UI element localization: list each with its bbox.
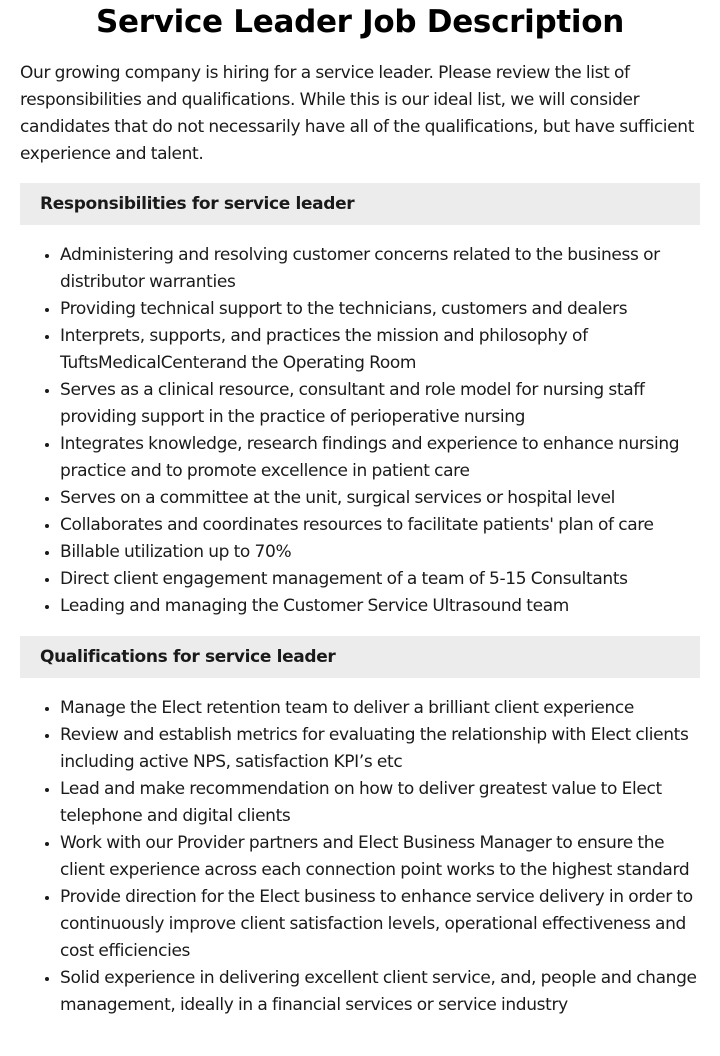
qualifications-list	[20, 695, 700, 1019]
list-item: • Interprets, supports, and practices the mission and philosophy of TuftsMedicalCenterand the Operating Room	[60, 323, 700, 377]
list-item: • Providing technical support to the technicians, customers and dealers	[60, 296, 700, 323]
list-item: • Collaborates and coordinates resources to facilitate patients' plan of care	[60, 512, 700, 539]
list-item: • Direct client engagement management of a team of 5-15 Consultants	[60, 566, 700, 593]
list-item: • Leading and managing the Customer Service Ultrasound team	[60, 593, 700, 620]
list-item: • Manage the Elect retention team to deliver a brilliant client experience	[60, 695, 700, 722]
intro-paragraph: Our growing company is hiring for a service leader. Please review the list of responsibilities and qualifications. While this is our ideal list, we will consider candidates that do not necessarily have all of the qualifications, but have sufficient experience and talent.	[20, 63, 695, 164]
list-item: • Billable utilization up to 70%	[60, 539, 700, 566]
page-title: Service Leader Job Description	[96, 4, 624, 40]
list-item: • Lead and make recommendation on how to deliver greatest value to Elect telephone and digital clients	[60, 776, 700, 830]
responsibilities-heading: Responsibilities for service leader	[20, 183, 700, 225]
list-item: • Work with our Provider partners and Elect Business Manager to ensure the client experience across each connection point works to the highest standard	[60, 830, 700, 884]
list-item: • Serves on a committee at the unit, surgical services or hospital level	[60, 485, 700, 512]
responsibilities-list	[20, 242, 700, 620]
qualifications-heading: Qualifications for service leader	[20, 636, 700, 678]
list-item: • Administering and resolving customer concerns related to the business or distributor warranties	[60, 242, 700, 296]
list-item: • Provide direction for the Elect business to enhance service delivery in order to continuously improve client satisfaction levels, operational effectiveness and cost efficiencies	[60, 884, 700, 965]
list-item: • Serves as a clinical resource, consultant and role model for nursing staff providing support in the practice of perioperative nursing	[60, 377, 700, 431]
list-item: • Solid experience in delivering excellent client service, and, people and change management, ideally in a financial services or service industry	[60, 965, 700, 1019]
list-item: • Integrates knowledge, research findings and experience to enhance nursing practice and to promote excellence in patient care	[60, 431, 700, 485]
list-item: • Review and establish metrics for evaluating the relationship with Elect clients including active NPS, satisfaction KPI’s etc	[60, 722, 700, 776]
